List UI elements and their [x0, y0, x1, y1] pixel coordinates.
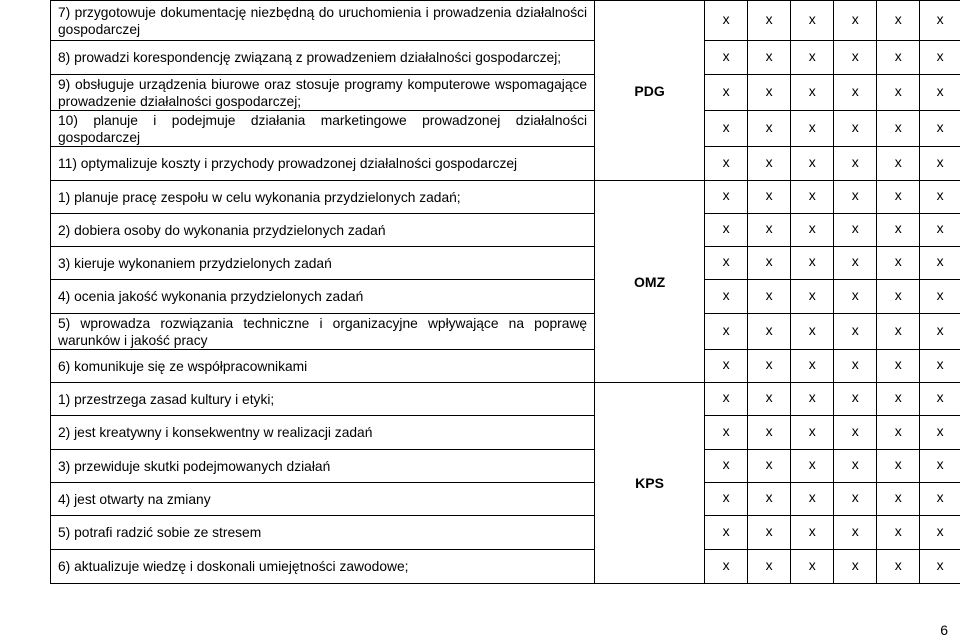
outcome-description: 4) jest otwarty na zmiany: [51, 483, 595, 516]
mark-cell: [920, 483, 960, 516]
mark-x: x: [722, 321, 730, 338]
mark-x: x: [765, 187, 773, 203]
mark-cell: [877, 416, 920, 450]
mark-x: x: [936, 118, 944, 135]
mark-x: x: [894, 220, 902, 236]
mark-cell: [705, 41, 748, 75]
mark-cell: [834, 75, 877, 111]
mark-x: x: [808, 187, 816, 203]
mark-x: x: [722, 389, 730, 405]
mark-cell: [791, 1, 834, 41]
mark-cell: [920, 214, 960, 247]
mark-cell: [877, 550, 920, 584]
table-row: [51, 147, 960, 181]
mark-x: x: [936, 356, 944, 372]
mark-x: x: [765, 118, 773, 135]
mark-cell: [748, 383, 791, 416]
mark-cell: [834, 516, 877, 550]
mark-cell: [877, 350, 920, 383]
mark-x: x: [765, 153, 773, 170]
mark-x: x: [851, 321, 859, 338]
mark-cell: [791, 483, 834, 516]
table-row: [51, 450, 960, 483]
mark-x: x: [894, 456, 902, 472]
mark-cell: [748, 550, 791, 584]
mark-x: x: [851, 220, 859, 236]
group-code-omz: OMZ: [595, 181, 705, 383]
mark-x: x: [894, 522, 902, 539]
mark-cell: [920, 450, 960, 483]
mark-x: x: [722, 187, 730, 203]
mark-x: x: [722, 456, 730, 472]
outcome-description: 4) ocenia jakość wykonania przydzielonych zadań: [51, 280, 595, 314]
table-row: [51, 383, 960, 416]
mark-x: x: [808, 220, 816, 236]
table-row: [51, 350, 960, 383]
mark-x: x: [936, 456, 944, 472]
mark-x: x: [851, 456, 859, 472]
mark-x: x: [765, 456, 773, 472]
mark-cell: [748, 350, 791, 383]
mark-x: x: [808, 82, 816, 99]
mark-cell: [705, 350, 748, 383]
mark-x: x: [894, 356, 902, 372]
mark-cell: [877, 181, 920, 214]
outcome-description: 6) komunikuje się ze współpracownikami: [51, 350, 595, 383]
mark-x: x: [722, 10, 730, 27]
table-row: [51, 181, 960, 214]
mark-x: x: [808, 456, 816, 472]
mark-x: x: [851, 522, 859, 539]
mark-cell: [834, 41, 877, 75]
mark-x: x: [765, 286, 773, 303]
mark-cell: [705, 147, 748, 181]
mark-x: x: [808, 286, 816, 303]
mark-cell: [877, 147, 920, 181]
mark-x: x: [722, 118, 730, 135]
outcome-description: 7) przygotowuje dokumentację niezbędną do uruchomienia i prowadzenia działalności gospodarczej: [51, 1, 595, 41]
mark-x: x: [808, 556, 816, 573]
mark-x: x: [808, 389, 816, 405]
mark-x: x: [722, 47, 730, 64]
mark-cell: [877, 516, 920, 550]
mark-cell: [748, 247, 791, 280]
mark-x: x: [936, 389, 944, 405]
outcome-description: 2) jest kreatywny i konsekwentny w realizacji zadań: [51, 416, 595, 450]
mark-cell: [748, 147, 791, 181]
table-row: [51, 247, 960, 280]
mark-cell: [877, 450, 920, 483]
mark-x: x: [894, 47, 902, 64]
mark-cell: [705, 247, 748, 280]
mark-x: x: [722, 422, 730, 439]
table-row: [51, 75, 960, 111]
mark-cell: [791, 416, 834, 450]
mark-cell: [748, 416, 791, 450]
mark-cell: [834, 314, 877, 350]
mark-cell: [920, 181, 960, 214]
mark-x: x: [808, 253, 816, 269]
mark-x: x: [765, 522, 773, 539]
mark-x: x: [808, 47, 816, 64]
mark-cell: [877, 483, 920, 516]
mark-x: x: [936, 321, 944, 338]
mark-cell: [920, 314, 960, 350]
mark-x: x: [894, 321, 902, 338]
mark-x: x: [765, 82, 773, 99]
mark-x: x: [765, 489, 773, 505]
mark-x: x: [808, 356, 816, 372]
mark-cell: [834, 550, 877, 584]
mark-cell: [877, 214, 920, 247]
mark-cell: [920, 147, 960, 181]
outcome-description: 11) optymalizuje koszty i przychody prowadzonej działalności gospodarczej: [51, 147, 595, 181]
mark-cell: [877, 111, 920, 147]
mark-x: x: [765, 556, 773, 573]
mark-cell: [705, 450, 748, 483]
mark-x: x: [936, 489, 944, 505]
mark-x: x: [894, 82, 902, 99]
mark-x: x: [722, 220, 730, 236]
mark-cell: [705, 280, 748, 314]
table-body: [51, 1, 960, 584]
mark-x: x: [765, 389, 773, 405]
outcome-description: 1) planuje pracę zespołu w celu wykonania przydzielonych zadań;: [51, 181, 595, 214]
mark-cell: [877, 314, 920, 350]
mark-x: x: [936, 82, 944, 99]
mark-x: x: [722, 556, 730, 573]
mark-cell: [877, 75, 920, 111]
mark-x: x: [765, 422, 773, 439]
mark-cell: [791, 550, 834, 584]
mark-cell: [877, 280, 920, 314]
mark-x: x: [851, 153, 859, 170]
mark-x: x: [722, 253, 730, 269]
mark-cell: [920, 247, 960, 280]
mark-x: x: [936, 47, 944, 64]
mark-x: x: [765, 47, 773, 64]
mark-x: x: [808, 118, 816, 135]
table-row: [51, 416, 960, 450]
mark-cell: [920, 41, 960, 75]
mark-cell: [705, 214, 748, 247]
mark-x: x: [851, 489, 859, 505]
mark-cell: [834, 280, 877, 314]
mark-cell: [748, 516, 791, 550]
table-row: [51, 1, 960, 41]
mark-cell: [705, 314, 748, 350]
mark-cell: [834, 147, 877, 181]
outcome-description: 2) dobiera osoby do wykonania przydzielonych zadań: [51, 214, 595, 247]
mark-cell: [791, 147, 834, 181]
mark-cell: [920, 1, 960, 41]
mark-x: x: [808, 321, 816, 338]
mark-cell: [705, 75, 748, 111]
mark-cell: [834, 416, 877, 450]
mark-x: x: [894, 286, 902, 303]
mark-cell: [748, 75, 791, 111]
mark-x: x: [894, 389, 902, 405]
outcome-description: 10) planuje i podejmuje działania marketingowe prowadzonej działalności gospodarczej: [51, 111, 595, 147]
mark-cell: [748, 111, 791, 147]
mark-x: x: [851, 10, 859, 27]
mark-x: x: [851, 82, 859, 99]
mark-cell: [834, 450, 877, 483]
mark-cell: [834, 350, 877, 383]
mark-x: x: [851, 422, 859, 439]
mark-cell: [920, 111, 960, 147]
table-row: [51, 516, 960, 550]
mark-cell: [920, 350, 960, 383]
mark-cell: [834, 483, 877, 516]
mark-cell: [877, 41, 920, 75]
mark-x: x: [936, 286, 944, 303]
mark-cell: [834, 181, 877, 214]
mark-x: x: [894, 556, 902, 573]
mark-cell: [791, 280, 834, 314]
mark-x: x: [936, 522, 944, 539]
mark-cell: [705, 383, 748, 416]
mark-cell: [920, 383, 960, 416]
mark-cell: [748, 450, 791, 483]
mark-x: x: [808, 422, 816, 439]
mark-cell: [791, 75, 834, 111]
mark-x: x: [808, 489, 816, 505]
mark-x: x: [894, 187, 902, 203]
document-page: [50, 0, 960, 610]
mark-x: x: [722, 489, 730, 505]
mark-cell: [748, 214, 791, 247]
mark-cell: [791, 41, 834, 75]
mark-x: x: [765, 356, 773, 372]
mark-x: x: [851, 556, 859, 573]
table-row: [51, 483, 960, 516]
mark-cell: [920, 416, 960, 450]
mark-x: x: [808, 522, 816, 539]
mark-x: x: [936, 187, 944, 203]
mark-cell: [834, 383, 877, 416]
table-row: [51, 314, 960, 350]
mark-cell: [791, 350, 834, 383]
outcome-description: 9) obsługuje urządzenia biurowe oraz stosuje programy komputerowe wspomagające prowadzenie działalności gospodarczej;: [51, 75, 595, 111]
mark-cell: [705, 181, 748, 214]
mark-cell: [791, 214, 834, 247]
outcome-description: 1) przestrzega zasad kultury i etyki;: [51, 383, 595, 416]
mark-cell: [748, 483, 791, 516]
mark-cell: [705, 516, 748, 550]
mark-x: x: [851, 187, 859, 203]
mark-cell: [791, 247, 834, 280]
mark-cell: [748, 181, 791, 214]
mark-cell: [791, 450, 834, 483]
mark-cell: [705, 111, 748, 147]
table-row: [51, 111, 960, 147]
page-number: 6: [940, 622, 948, 638]
mark-cell: [705, 1, 748, 41]
mark-cell: [834, 214, 877, 247]
mark-x: x: [808, 153, 816, 170]
mark-x: x: [851, 356, 859, 372]
outcome-description: 3) przewiduje skutki podejmowanych działań: [51, 450, 595, 483]
mark-cell: [920, 516, 960, 550]
mark-x: x: [765, 321, 773, 338]
mark-x: x: [851, 118, 859, 135]
mark-x: x: [936, 220, 944, 236]
mark-cell: [791, 516, 834, 550]
mark-cell: [791, 314, 834, 350]
mark-cell: [877, 1, 920, 41]
mark-cell: [834, 1, 877, 41]
mark-cell: [791, 383, 834, 416]
outcome-description: 3) kieruje wykonaniem przydzielonych zadań: [51, 247, 595, 280]
mark-x: x: [936, 556, 944, 573]
mark-cell: [920, 550, 960, 584]
group-code-pdg: PDG: [595, 1, 705, 181]
mark-x: x: [894, 489, 902, 505]
mark-cell: [791, 181, 834, 214]
mark-x: x: [722, 522, 730, 539]
mark-cell: [877, 383, 920, 416]
mark-x: x: [808, 10, 816, 27]
mark-cell: [834, 111, 877, 147]
mark-x: x: [765, 253, 773, 269]
table-row: [51, 280, 960, 314]
mark-cell: [748, 1, 791, 41]
table-row: [51, 550, 960, 584]
mark-cell: [748, 280, 791, 314]
mark-x: x: [722, 153, 730, 170]
mark-x: x: [936, 153, 944, 170]
mark-x: x: [894, 253, 902, 269]
mark-cell: [705, 416, 748, 450]
mark-x: x: [722, 356, 730, 372]
outcome-description: 6) aktualizuje wiedzę i doskonali umiejętności zawodowe;: [51, 550, 595, 584]
mark-x: x: [894, 10, 902, 27]
outcome-description: 8) prowadzi korespondencję związaną z prowadzeniem działalności gospodarczej;: [51, 41, 595, 75]
learning-outcomes-table: [50, 0, 960, 584]
mark-x: x: [894, 422, 902, 439]
mark-cell: [877, 247, 920, 280]
mark-cell: [920, 280, 960, 314]
mark-x: x: [851, 253, 859, 269]
mark-x: x: [765, 220, 773, 236]
mark-x: x: [936, 10, 944, 27]
mark-cell: [834, 247, 877, 280]
mark-cell: [748, 41, 791, 75]
mark-cell: [705, 550, 748, 584]
mark-x: x: [722, 286, 730, 303]
mark-x: x: [851, 389, 859, 405]
table-row: [51, 41, 960, 75]
mark-cell: [791, 111, 834, 147]
group-code-kps: KPS: [595, 383, 705, 584]
outcome-description: 5) potrafi radzić sobie ze stresem: [51, 516, 595, 550]
mark-cell: [705, 483, 748, 516]
mark-cell: [920, 75, 960, 111]
mark-x: x: [851, 47, 859, 64]
table-row: [51, 214, 960, 247]
mark-x: x: [894, 118, 902, 135]
mark-x: x: [936, 253, 944, 269]
mark-x: x: [894, 153, 902, 170]
outcome-description: 5) wprowadza rozwiązania techniczne i organizacyjne wpływające na poprawę warunków i jakość pracy: [51, 314, 595, 350]
mark-x: x: [722, 82, 730, 99]
mark-cell: [748, 314, 791, 350]
mark-x: x: [851, 286, 859, 303]
mark-x: x: [936, 422, 944, 439]
mark-x: x: [765, 10, 773, 27]
